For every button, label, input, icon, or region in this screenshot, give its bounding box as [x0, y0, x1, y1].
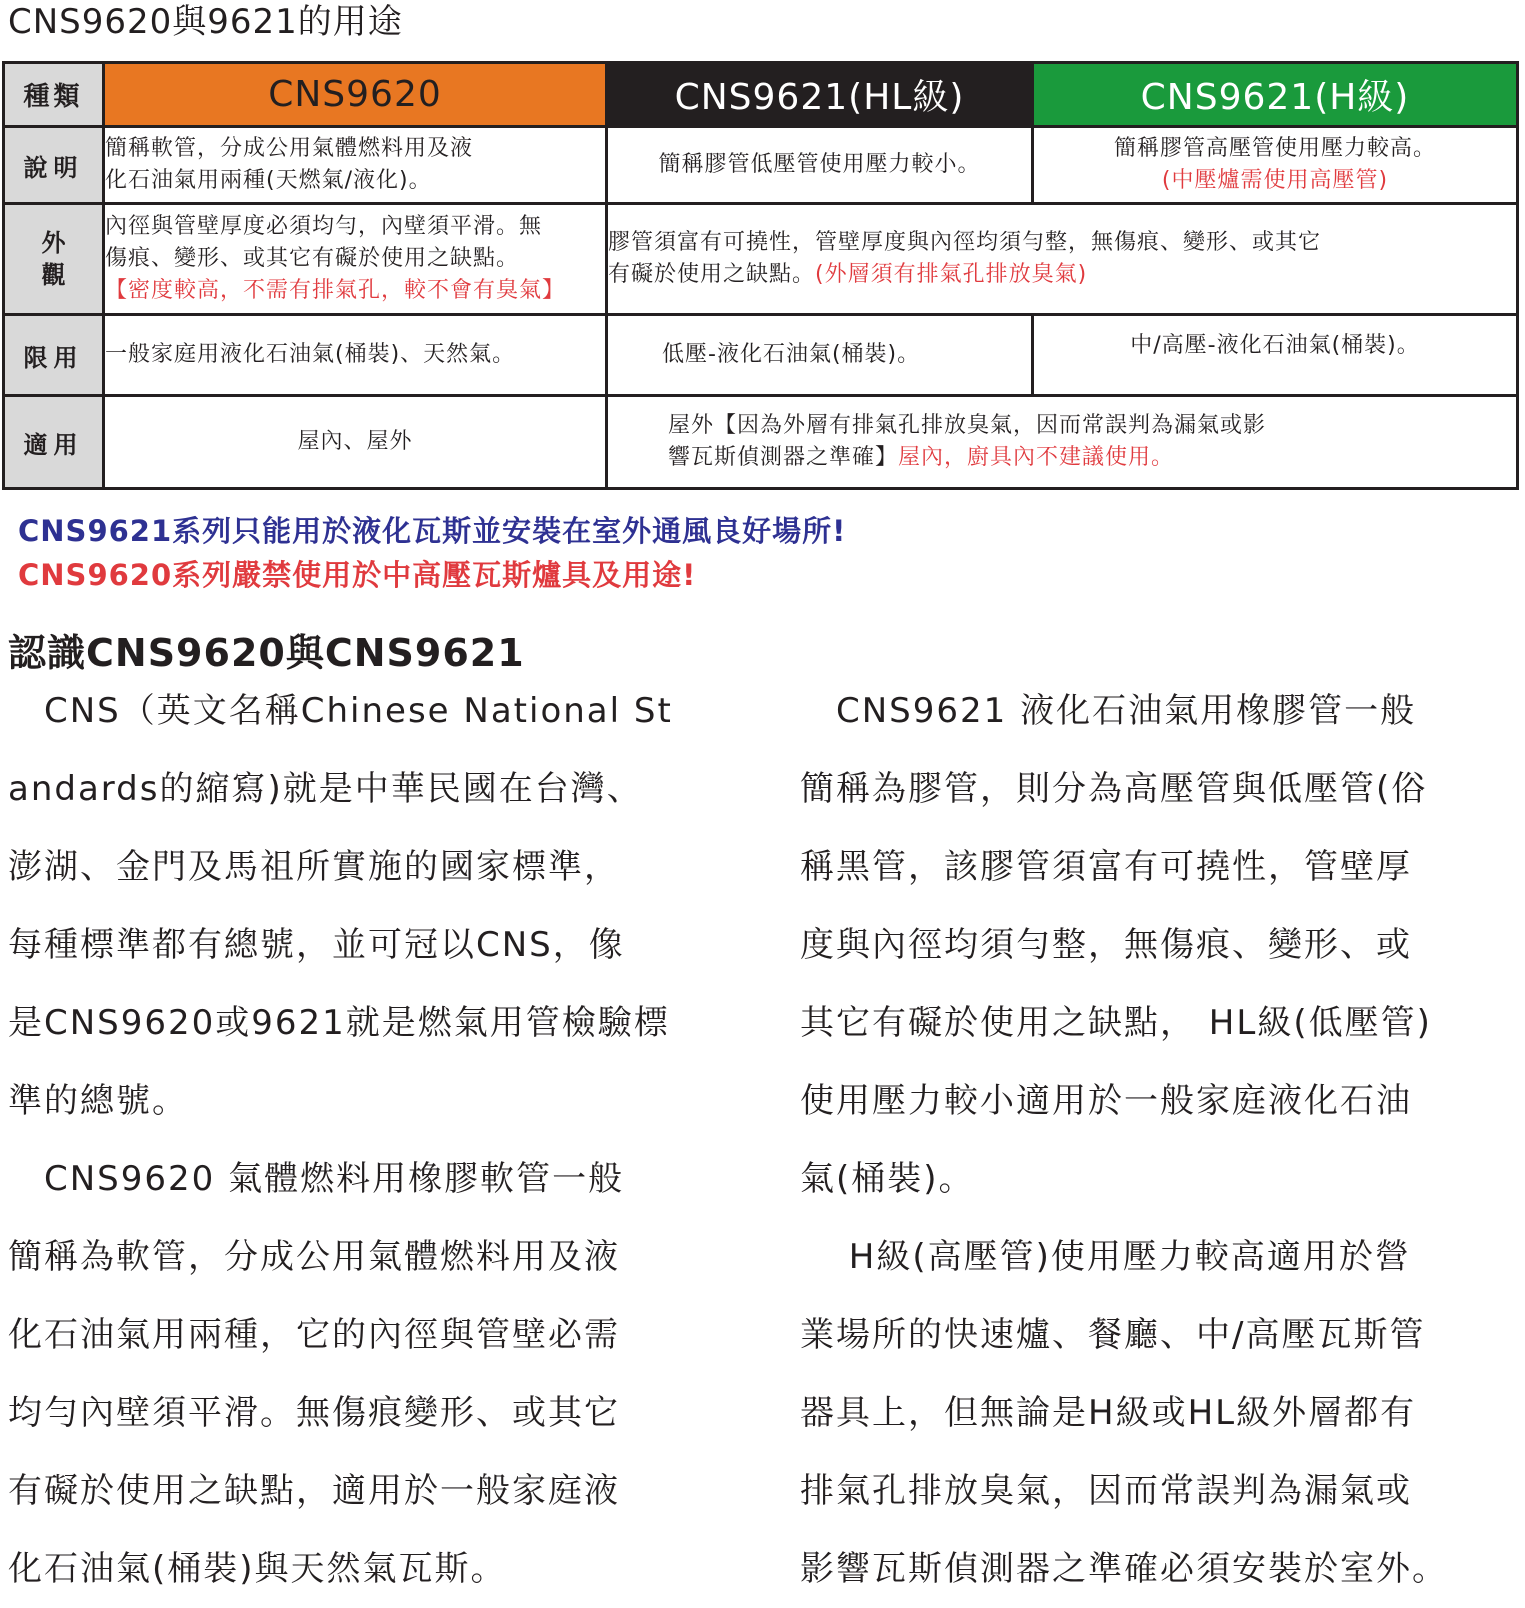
appearance-cns9620-line3: 【密度較高，不需有排氣孔，較不會有臭氣】 [105, 278, 566, 303]
text-line: 有礙於使用之缺點，適用於一般家庭液 [8, 1471, 620, 1511]
table-row-apply [4, 396, 1518, 489]
right-paragraph-1 [800, 672, 1510, 1218]
limit-cns9620: 一般家庭用液化石油氣(桶裝)、天然氣。 [104, 315, 607, 396]
text-line: 其它有礙於使用之缺點， HL級(低壓管) [800, 1003, 1432, 1043]
text-line: 每種標準都有總號，並可冠以CNS，像 [8, 925, 625, 965]
desc-cns9620-line2: 化石油氣用兩種(天燃氣/液化)。 [105, 168, 432, 193]
text-line: CNS9621 液化石油氣用橡膠管一般 [800, 691, 1417, 731]
table-row-appearance [4, 204, 1518, 315]
left-paragraph-1 [8, 672, 708, 1140]
text-line: 化石油氣(桶裝)與天然氣瓦斯。 [8, 1549, 507, 1589]
text-line: 排氣孔排放臭氣，因而常誤判為漏氣或 [800, 1471, 1412, 1511]
text-line: 業場所的快速爐、餐廳、中/高壓瓦斯管 [800, 1315, 1426, 1355]
right-paragraph-2 [800, 1218, 1510, 1608]
text-line: 準的總號。 [8, 1081, 188, 1121]
desc-hl: 簡稱膠管低壓管使用壓力較小。 [607, 127, 1033, 204]
appearance-cns9620-line2: 傷痕、變形、或其它有礙於使用之缺點。 [105, 246, 520, 271]
text-line: 簡稱為軟管，分成公用氣體燃料用及液 [8, 1237, 620, 1277]
appearance-cns9620-line1: 內徑與管壁厚度必須均勻，內壁須平滑。無 [105, 214, 543, 239]
text-line: CNS（英文名稱Chinese National St [8, 691, 673, 731]
note-blue: CNS9621系列只能用於液化瓦斯並安裝在室外通風良好場所! [18, 514, 847, 548]
apply-cns9620: 屋內、屋外 [104, 396, 607, 489]
header-kind: 種類 [4, 63, 104, 127]
appearance-cns9621-line2-red: (外層須有排氣孔排放臭氣) [815, 262, 1088, 287]
apply-cns9621-line2-red: 屋內，廚具內不建議使用。 [898, 445, 1175, 470]
header-cns9620: CNS9620 [104, 63, 607, 127]
desc-cns9620 [104, 127, 607, 204]
table-row-desc [4, 127, 1518, 204]
appearance-cns9621 [607, 204, 1518, 315]
text-line: 澎湖、金門及馬祖所實施的國家標準， [8, 847, 620, 887]
limit-h: 中/高壓-液化石油氣(桶裝)。 [1033, 315, 1518, 396]
header-cns9621-hl: CNS9621(HL級) [607, 63, 1033, 127]
text-line: 器具上，但無論是H級或HL級外層都有 [800, 1393, 1417, 1433]
desc-h-line2: (中壓爐需使用高壓管) [1161, 168, 1389, 193]
appearance-cns9621-line2: 有礙於使用之缺點。 [608, 262, 816, 287]
apply-cns9621-line1: 屋外【因為外層有排氣孔排放臭氣，因而常誤判為漏氣或影 [668, 413, 1267, 438]
section-subtitle: 認識CNS9620與CNS9621 [8, 631, 525, 675]
text-line: 均勻內壁須平滑。無傷痕變形、或其它 [8, 1393, 620, 1433]
appearance-cns9621-line1: 膠管須富有可撓性，管壁厚度與內徑均須勻整，無傷痕、變形、或其它 [608, 230, 1322, 255]
text-line: 氣(桶裝)。 [800, 1159, 975, 1199]
text-line: CNS9620 氣體燃料用橡膠軟管一般 [8, 1159, 625, 1199]
right-column [800, 672, 1510, 1608]
text-line: 使用壓力較小適用於一般家庭液化石油 [800, 1081, 1412, 1121]
limit-hl: 低壓-液化石油氣(桶裝)。 [607, 315, 1033, 396]
table-row-limit [4, 315, 1518, 396]
desc-h-line1: 簡稱膠管高壓管使用壓力較高。 [1114, 136, 1437, 161]
text-line: 是CNS9620或9621就是燃氣用管檢驗標 [8, 1003, 670, 1043]
apply-cns9621 [607, 396, 1518, 489]
note-red: CNS9620系列嚴禁使用於中高壓瓦斯爐具及用途! [18, 558, 697, 592]
table-header-row [4, 63, 1518, 127]
row-label-appearance [4, 204, 104, 315]
row-label-limit: 限用 [4, 315, 104, 396]
row-label-appearance-text: 外觀 [41, 229, 66, 289]
desc-h [1033, 127, 1518, 204]
header-cns9621-h: CNS9621(H級) [1033, 63, 1518, 127]
text-line: andards的縮寫)就是中華民國在台灣、 [8, 769, 643, 809]
appearance-cns9620 [104, 204, 607, 315]
text-line: 簡稱為膠管，則分為高壓管與低壓管(俗 [800, 769, 1428, 809]
text-line: 度與內徑均須勻整，無傷痕、變形、或 [800, 925, 1412, 965]
apply-cns9621-line2: 響瓦斯偵測器之準確】 [668, 445, 899, 470]
text-line: H級(高壓管)使用壓力較高適用於營 [800, 1237, 1411, 1277]
desc-cns9620-line1: 簡稱軟管，分成公用氣體燃料用及液 [105, 136, 474, 161]
comparison-table [2, 61, 1519, 490]
text-line: 化石油氣用兩種，它的內徑與管壁必需 [8, 1315, 620, 1355]
text-line: 稱黑管，該膠管須富有可撓性，管壁厚 [800, 847, 1412, 887]
left-paragraph-2 [8, 1140, 708, 1608]
text-line: 影響瓦斯偵測器之準確必須安裝於室外。 [800, 1549, 1448, 1589]
row-label-apply: 適用 [4, 396, 104, 489]
row-label-desc: 說明 [4, 127, 104, 204]
page-title: CNS9620與9621的用途 [8, 2, 403, 42]
left-column [8, 672, 708, 1608]
